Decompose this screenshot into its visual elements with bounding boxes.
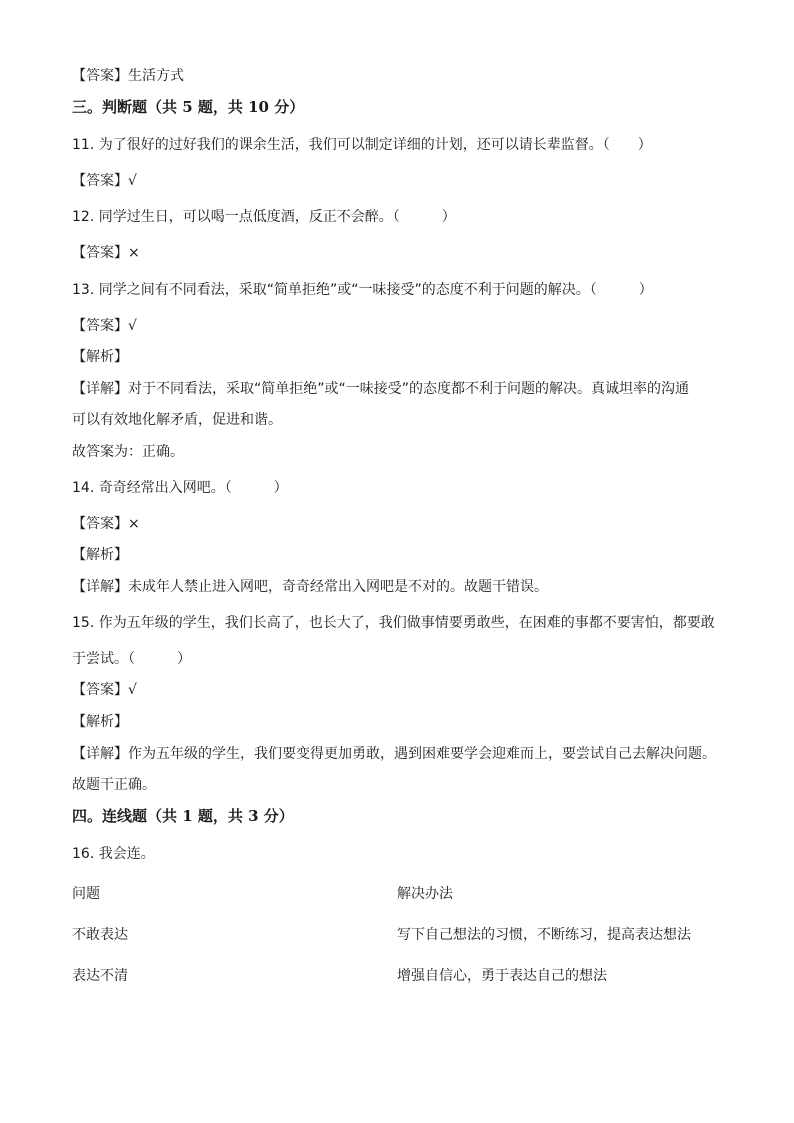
answer-tag: 【答案】 [72, 682, 128, 698]
detail-text: 对于不同看法，采取“简单拒绝”或“一味接受”的态度都不利于问题的解决。真诚坦率的沟通 [128, 381, 690, 397]
detail-text: 作为五年级的学生，我们要变得更加勇敢，遇到困难要学会迎难而上，要尝试自己去解决问题。 [128, 746, 716, 762]
q13-answer-line [72, 317, 137, 335]
q11-answer-line [72, 172, 137, 190]
answer-tag: 【答案】 [72, 173, 128, 189]
answer-tag: 【答案】 [72, 318, 128, 334]
question-15-line-2: 于尝试。（ ） [72, 651, 191, 667]
q14-answer-line [72, 515, 140, 533]
matching-left-item: 不敢表达 [72, 927, 128, 943]
question-12: 12. 同学过生日，可以喝一点低度酒，反正不会醉。（ ） [72, 209, 456, 225]
q15-conclusion: 故题干正确。 [72, 777, 156, 793]
detail-tag: 【详解】 [72, 746, 128, 762]
matching-right-header: 解决办法 [397, 886, 453, 902]
q15-answer-line [72, 681, 137, 699]
answer-tag: 【答案】 [72, 245, 128, 261]
top-answer-line [72, 67, 184, 85]
q15-detail-line [72, 745, 716, 763]
answer-value: √ [128, 682, 137, 698]
q15-analysis-tag: 【解析】 [72, 714, 128, 730]
q14-detail-line [72, 578, 548, 596]
answer-value: 生活方式 [128, 68, 184, 84]
question-13: 13. 同学之间有不同看法，采取“简单拒绝”或“一味接受”的态度不利于问题的解决。（ ） [72, 282, 653, 298]
answer-value: √ [128, 318, 137, 334]
matching-right-item: 增强自信心，勇于表达自己的想法 [397, 968, 607, 984]
q13-detail-line-2: 可以有效地化解矛盾，促进和谐。 [72, 412, 282, 428]
detail-text: 未成年人禁止进入网吧，奇奇经常出入网吧是不对的。故题干错误。 [128, 579, 548, 595]
answer-value: × [128, 516, 140, 532]
matching-right-item: 写下自己想法的习惯，不断练习，提高表达想法 [397, 927, 691, 943]
detail-tag: 【详解】 [72, 381, 128, 397]
detail-tag: 【详解】 [72, 579, 128, 595]
question-14: 14. 奇奇经常出入网吧。（ ） [72, 480, 288, 496]
question-16: 16. 我会连。 [72, 846, 155, 862]
question-15-line-1: 15. 作为五年级的学生，我们长高了，也长大了，我们做事情要勇敢些，在困难的事都不要害怕，都要敢 [72, 615, 715, 631]
answer-value: √ [128, 173, 137, 189]
matching-left-header: 问题 [72, 886, 100, 902]
question-11: 11. 为了很好的过好我们的课余生活，我们可以制定详细的计划，还可以请长辈监督。（ ） [72, 137, 652, 153]
q14-analysis-tag: 【解析】 [72, 547, 128, 563]
q13-analysis-tag: 【解析】 [72, 349, 128, 365]
answer-value: × [128, 245, 140, 261]
section-3-title: 三。判断题（共 5 题，共 10 分） [72, 98, 305, 116]
q13-conclusion: 故答案为：正确。 [72, 444, 184, 460]
q13-detail-line-1 [72, 380, 689, 398]
section-4-title: 四。连线题（共 1 题，共 3 分） [72, 807, 294, 825]
q12-answer-line [72, 244, 140, 262]
answer-tag: 【答案】 [72, 516, 128, 532]
matching-left-item: 表达不清 [72, 968, 128, 984]
answer-tag: 【答案】 [72, 68, 128, 84]
